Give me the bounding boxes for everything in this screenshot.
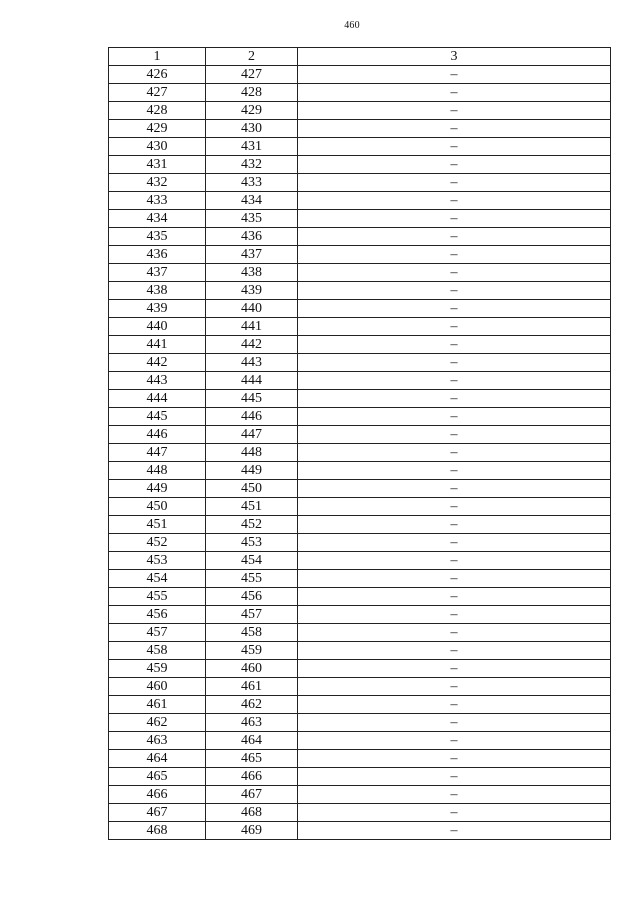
column-header-2: 2 — [206, 48, 298, 66]
table-cell-col-1: 466 — [109, 786, 206, 804]
table-row — [109, 174, 611, 192]
table-cell-col-3: – — [298, 390, 611, 408]
table-cell-col-1: 457 — [109, 624, 206, 642]
table-row — [109, 102, 611, 120]
table-cell-col-1: 450 — [109, 498, 206, 516]
table-cell-col-3: – — [298, 498, 611, 516]
table-cell-col-2: 434 — [206, 192, 298, 210]
table-cell-col-3: – — [298, 552, 611, 570]
table-row — [109, 624, 611, 642]
table-cell-col-1: 446 — [109, 426, 206, 444]
table-row — [109, 84, 611, 102]
table-cell-col-1: 455 — [109, 588, 206, 606]
table-cell-col-1: 439 — [109, 300, 206, 318]
table-cell-col-2: 456 — [206, 588, 298, 606]
table-cell-col-3: – — [298, 444, 611, 462]
table-cell-col-1: 467 — [109, 804, 206, 822]
table-row — [109, 210, 611, 228]
table-cell-col-1: 468 — [109, 822, 206, 840]
table-row — [109, 588, 611, 606]
table-cell-col-2: 442 — [206, 336, 298, 354]
table-row — [109, 408, 611, 426]
table-cell-col-3: – — [298, 372, 611, 390]
table-row — [109, 750, 611, 768]
table-cell-col-2: 437 — [206, 246, 298, 264]
table-cell-col-3: – — [298, 624, 611, 642]
table-cell-col-2: 440 — [206, 300, 298, 318]
table-row — [109, 192, 611, 210]
table-cell-col-3: – — [298, 678, 611, 696]
table-cell-col-2: 454 — [206, 552, 298, 570]
table-cell-col-1: 449 — [109, 480, 206, 498]
table-cell-col-1: 438 — [109, 282, 206, 300]
table-cell-col-1: 444 — [109, 390, 206, 408]
table-cell-col-3: – — [298, 84, 611, 102]
table-row — [109, 822, 611, 840]
page-number: 460 — [344, 20, 360, 31]
table-row — [109, 570, 611, 588]
table-cell-col-3: – — [298, 354, 611, 372]
table-cell-col-2: 432 — [206, 156, 298, 174]
table-cell-col-3: – — [298, 102, 611, 120]
table-cell-col-1: 460 — [109, 678, 206, 696]
table-row — [109, 156, 611, 174]
table-row — [109, 228, 611, 246]
table-cell-col-2: 443 — [206, 354, 298, 372]
table-cell-col-1: 431 — [109, 156, 206, 174]
table-row — [109, 768, 611, 786]
table-cell-col-3: – — [298, 642, 611, 660]
table-row — [109, 246, 611, 264]
table-cell-col-3: – — [298, 138, 611, 156]
table-cell-col-2: 463 — [206, 714, 298, 732]
table-row — [109, 660, 611, 678]
table-row — [109, 480, 611, 498]
column-header-1: 1 — [109, 48, 206, 66]
table-cell-col-1: 463 — [109, 732, 206, 750]
table-cell-col-1: 437 — [109, 264, 206, 282]
table-row — [109, 66, 611, 84]
table-cell-col-2: 449 — [206, 462, 298, 480]
table-cell-col-2: 459 — [206, 642, 298, 660]
table-cell-col-2: 436 — [206, 228, 298, 246]
table-row — [109, 120, 611, 138]
table-cell-col-2: 466 — [206, 768, 298, 786]
table-body — [109, 66, 611, 840]
table-cell-col-3: – — [298, 534, 611, 552]
table-cell-col-1: 433 — [109, 192, 206, 210]
table-row — [109, 318, 611, 336]
table-cell-col-3: – — [298, 336, 611, 354]
table-cell-col-1: 434 — [109, 210, 206, 228]
table-cell-col-1: 443 — [109, 372, 206, 390]
table-cell-col-1: 447 — [109, 444, 206, 462]
table-cell-col-2: 444 — [206, 372, 298, 390]
table-row — [109, 696, 611, 714]
table-cell-col-2: 465 — [206, 750, 298, 768]
table-cell-col-3: – — [298, 192, 611, 210]
table-cell-col-1: 441 — [109, 336, 206, 354]
table-row — [109, 606, 611, 624]
table-cell-col-3: – — [298, 408, 611, 426]
table-cell-col-2: 438 — [206, 264, 298, 282]
table-row — [109, 786, 611, 804]
data-table-container — [108, 47, 610, 840]
table-cell-col-1: 456 — [109, 606, 206, 624]
table-cell-col-1: 432 — [109, 174, 206, 192]
table-cell-col-1: 458 — [109, 642, 206, 660]
table-row — [109, 354, 611, 372]
table-header-row — [109, 48, 611, 66]
table-cell-col-1: 427 — [109, 84, 206, 102]
table-cell-col-1: 465 — [109, 768, 206, 786]
table-cell-col-3: – — [298, 174, 611, 192]
table-cell-col-3: – — [298, 228, 611, 246]
table-cell-col-2: 431 — [206, 138, 298, 156]
table-row — [109, 444, 611, 462]
table-cell-col-1: 445 — [109, 408, 206, 426]
table-cell-col-1: 452 — [109, 534, 206, 552]
table-cell-col-3: – — [298, 804, 611, 822]
table-row — [109, 804, 611, 822]
table-cell-col-1: 453 — [109, 552, 206, 570]
table-cell-col-1: 442 — [109, 354, 206, 372]
table-cell-col-3: – — [298, 588, 611, 606]
table-cell-col-3: – — [298, 300, 611, 318]
table-row — [109, 138, 611, 156]
table-cell-col-2: 439 — [206, 282, 298, 300]
table-cell-col-2: 435 — [206, 210, 298, 228]
table-cell-col-3: – — [298, 318, 611, 336]
table-cell-col-2: 451 — [206, 498, 298, 516]
table-row — [109, 642, 611, 660]
table-cell-col-3: – — [298, 768, 611, 786]
column-header-3: 3 — [298, 48, 611, 66]
table-cell-col-2: 453 — [206, 534, 298, 552]
table-row — [109, 462, 611, 480]
table-cell-col-2: 448 — [206, 444, 298, 462]
table-cell-col-2: 464 — [206, 732, 298, 750]
table-cell-col-2: 468 — [206, 804, 298, 822]
table-cell-col-2: 452 — [206, 516, 298, 534]
table-cell-col-1: 461 — [109, 696, 206, 714]
table-cell-col-2: 457 — [206, 606, 298, 624]
table-cell-col-2: 469 — [206, 822, 298, 840]
table-cell-col-1: 435 — [109, 228, 206, 246]
table-cell-col-3: – — [298, 606, 611, 624]
table-cell-col-1: 464 — [109, 750, 206, 768]
table-cell-col-3: – — [298, 750, 611, 768]
table-cell-col-2: 447 — [206, 426, 298, 444]
table-row — [109, 336, 611, 354]
table-cell-col-3: – — [298, 732, 611, 750]
table-cell-col-3: – — [298, 120, 611, 138]
table-cell-col-2: 455 — [206, 570, 298, 588]
table-row — [109, 372, 611, 390]
table-cell-col-1: 462 — [109, 714, 206, 732]
table-header — [109, 48, 611, 66]
table-cell-col-3: – — [298, 516, 611, 534]
table-cell-col-2: 450 — [206, 480, 298, 498]
table-cell-col-1: 451 — [109, 516, 206, 534]
data-table — [108, 47, 611, 840]
table-cell-col-3: – — [298, 210, 611, 228]
table-cell-col-3: – — [298, 822, 611, 840]
table-cell-col-1: 436 — [109, 246, 206, 264]
table-cell-col-2: 429 — [206, 102, 298, 120]
table-cell-col-3: – — [298, 570, 611, 588]
table-cell-col-1: 459 — [109, 660, 206, 678]
table-cell-col-1: 430 — [109, 138, 206, 156]
table-cell-col-3: – — [298, 282, 611, 300]
table-row — [109, 300, 611, 318]
table-cell-col-2: 461 — [206, 678, 298, 696]
table-row — [109, 732, 611, 750]
table-cell-col-2: 462 — [206, 696, 298, 714]
table-cell-col-3: – — [298, 246, 611, 264]
table-cell-col-3: – — [298, 714, 611, 732]
table-row — [109, 678, 611, 696]
table-cell-col-3: – — [298, 264, 611, 282]
table-cell-col-1: 454 — [109, 570, 206, 588]
table-row — [109, 264, 611, 282]
table-cell-col-2: 441 — [206, 318, 298, 336]
table-cell-col-3: – — [298, 426, 611, 444]
table-cell-col-2: 446 — [206, 408, 298, 426]
table-row — [109, 534, 611, 552]
table-cell-col-2: 458 — [206, 624, 298, 642]
table-cell-col-2: 430 — [206, 120, 298, 138]
table-cell-col-2: 460 — [206, 660, 298, 678]
table-row — [109, 552, 611, 570]
table-cell-col-1: 429 — [109, 120, 206, 138]
table-cell-col-3: – — [298, 462, 611, 480]
table-cell-col-3: – — [298, 696, 611, 714]
table-row — [109, 426, 611, 444]
table-cell-col-2: 428 — [206, 84, 298, 102]
table-row — [109, 516, 611, 534]
table-cell-col-2: 445 — [206, 390, 298, 408]
table-row — [109, 390, 611, 408]
table-row — [109, 498, 611, 516]
table-cell-col-3: – — [298, 480, 611, 498]
table-cell-col-1: 448 — [109, 462, 206, 480]
table-row — [109, 714, 611, 732]
table-cell-col-3: – — [298, 786, 611, 804]
table-cell-col-2: 467 — [206, 786, 298, 804]
table-cell-col-2: 427 — [206, 66, 298, 84]
table-cell-col-1: 428 — [109, 102, 206, 120]
table-cell-col-1: 426 — [109, 66, 206, 84]
table-cell-col-2: 433 — [206, 174, 298, 192]
table-cell-col-3: – — [298, 156, 611, 174]
table-row — [109, 282, 611, 300]
table-cell-col-3: – — [298, 660, 611, 678]
table-cell-col-3: – — [298, 66, 611, 84]
table-cell-col-1: 440 — [109, 318, 206, 336]
